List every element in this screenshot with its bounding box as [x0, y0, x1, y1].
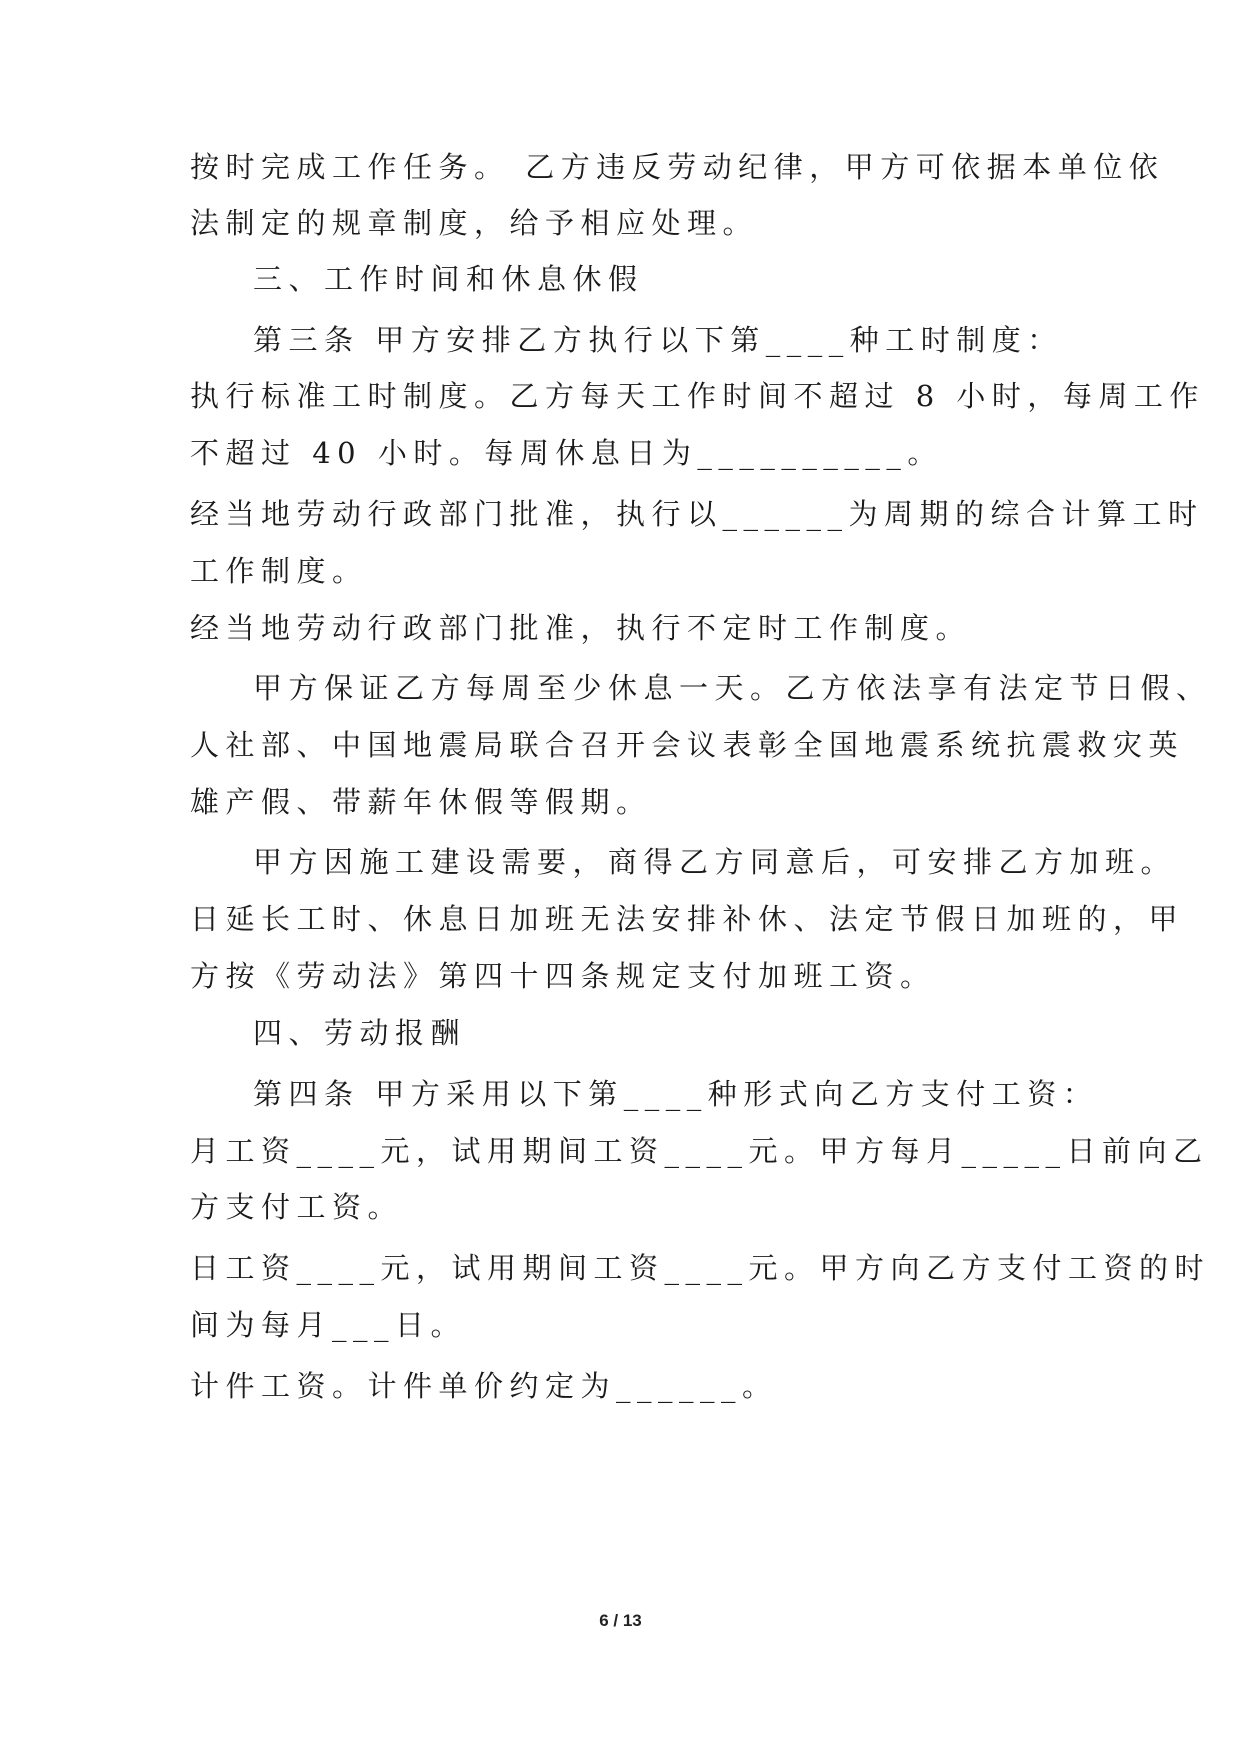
section-heading: 三、工作时间和休息休假 [253, 262, 644, 296]
page-number: 6 / 13 [599, 1611, 642, 1630]
paragraph-line: 工作制度。 [190, 554, 368, 588]
paragraph-line: 间为每月___日。 [190, 1308, 467, 1342]
article-heading: 第三条 甲方安排乙方执行以下第____种工时制度： [253, 323, 1063, 357]
paragraph-line: 计件工资。计件单价约定为______。 [190, 1369, 778, 1403]
paragraph-line: 按时完成工作任务。 乙方违反劳动纪律，甲方可依据本单位依 [190, 150, 1165, 184]
paragraph-line: 日延长工时、休息日加班无法安排补休、法定节假日加班的，甲 [190, 902, 1185, 936]
paragraph-line: 人社部、中国地震局联合召开会议表彰全国地震系统抗震救灾英 [190, 728, 1185, 762]
paragraph-line: 方按《劳动法》第四十四条规定支付加班工资。 [190, 959, 936, 993]
paragraph-line: 方支付工资。 [190, 1190, 404, 1224]
paragraph-line: 甲方保证乙方每周至少休息一天。乙方依法享有法定节日假、 [253, 671, 1212, 705]
article-heading: 第四条 甲方采用以下第____种形式向乙方支付工资： [253, 1077, 1099, 1111]
paragraph-line: 执行标准工时制度。乙方每天工作时间不超过 8 小时，每周工作 [190, 379, 1205, 413]
paragraph-line: 日工资____元，试用期间工资____元。甲方向乙方支付工资的时 [190, 1251, 1211, 1285]
paragraph-line: 经当地劳动行政部门批准，执行不定时工作制度。 [190, 611, 972, 645]
paragraph-line: 不超过 40 小时。每周休息日为__________。 [190, 436, 943, 470]
paragraph-line: 雄产假、带薪年休假等假期。 [190, 785, 652, 819]
paragraph-line: 经当地劳动行政部门批准，执行以______为周期的综合计算工时 [190, 497, 1204, 531]
paragraph-line: 月工资____元，试用期间工资____元。甲方每月_____日前向乙 [190, 1134, 1209, 1168]
section-heading: 四、劳动报酬 [253, 1016, 467, 1050]
paragraph-line: 甲方因施工建设需要，商得乙方同意后，可安排乙方加班。 [253, 845, 1177, 879]
paragraph-line: 法制定的规章制度，给予相应处理。 [190, 206, 759, 240]
